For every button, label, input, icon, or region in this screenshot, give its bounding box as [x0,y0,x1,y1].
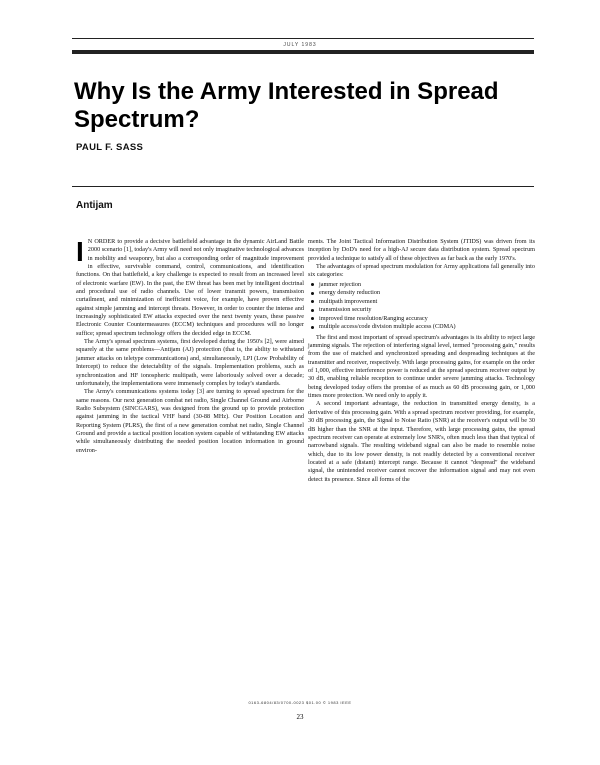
list-item: multiple access/code division multiple access (CDMA) [310,323,535,332]
paragraph-history: The Army's spread spectrum systems, first developed during the 1950's [2], were aimed squarely at the same problems—Antijam (AJ) protection (that is, the ability to withstand jammer attacks on teletype communications) and, simultaneously, LPI (Low Probability of Intercept) to reduce the detectability of the signals. Implementation problems, such as synchronization and HF ionospheric multipath, were laboriously solved over a decade; unfortunately, the implementations were immensely complex by today's standards. [76,338,304,387]
list-item: multipath improvement [310,298,535,307]
paragraph-intro-text: N ORDER to provide a decisive battlefield advantage in the dynamic AirLand Battle 2000 scenario [1], today's Army will need not only imaginative technological advances in mobility and weaponry, but also a corresponding order of magnitude improvement in effective, survivable command, control, communications, and identification functions. On that battlefield, a key challenge is expected to result from an increased level of electronic warfare (EW). In the past, the EW threat has been met by intelligent doctrinal and procedural use of radio channels. Use of lower transmit powers, transmission curtailment, and minimization of inefficient voice, for example, have proven effective against simple jamming and intercept threats. However, in order to counter the intense and increasingly sophisticated EW attacks expected over the next twenty years, these passive Electronic Counter Countermeasures (ECCM) techniques and procedures will no longer suffice; spread spectrum technology offers the decided edge in ECCM. [76,238,304,337]
running-header: JULY 1983 [283,42,317,48]
list-item: jammer rejection [310,281,535,290]
article-author: PAUL F. SASS [76,142,144,153]
list-item: improved time resolution/Ranging accuracy [310,315,535,324]
left-column [76,238,304,455]
top-rule-thick [72,50,534,54]
copyright-line: 0163-6804/83/0700-0023 $01.00 © 1983 IEEE [248,700,352,705]
section-heading: Antijam [76,200,113,211]
paragraph-systems: The Army's communications systems today [3] are turning to spread spectrum for the same reasons. Our next generation combat net radio, Single Channel Ground and Airborne Radio Subsystem (SINCGARS), was designed from the ground up to provide protection against jamming in the tactical VHF band (30-88 MHz). Our Position Location and Reporting System (PLRS), the first of a new generation combat net radio, Single Channel Ground and provide a tactical position location system capable of withstanding EW attacks while simultaneously distributing the needed position location information in ground environ- [76,388,304,454]
top-rule-thin [72,38,534,39]
right-column [308,238,535,484]
list-item: energy density reduction [310,289,535,298]
paragraph-energy-density: A second important advantage, the reduction in transmitted energy density, is a derivative of this processing gain. With a spread spectrum receiver providing, for example, 30 dB processing gain, the Signal to Noise Ratio (SNR) at the receiver's output will be 30 dB higher than the SNR at the input. Therefore, with large processing gains, the spread spectrum receiver can operate at extremely low SNR's, often much less than that typical of narrowband signals. The resulting wideband signal can also be made to resemble noise which, due to its low power density, is not readily detected by a conventional receiver located at a safe (distant) intercept range. Because it cannot "despread" the wideband signal, the unintended receiver cannot recover the information signal and may not even detect its presence. Since all forms of the [308,400,535,483]
section-rule [72,186,534,187]
article-title: Why Is the Army Interested in Spread Spectrum? [74,78,499,133]
paragraph-processing-gain: The first and most important of spread spectrum's advantages is its ability to reject large jamming signals. The rejection of interfering signal level, termed "processing gain," results from the use of matched and synchronized spreading and despreading techniques at the transmitter and receiver, respectively. With large processing gains, for example on the order of 1,000, effective interference power is reduced at the spread spectrum receiver output by 30 dB, enabling reliable reception to continue under severe jamming attacks. Technology being developed today offers the promise of as much as 60 dB processing gain, or 1,000 times more protection. We need only to apply it. [308,333,535,400]
paragraph-jtids: ments. The Joint Tactical Information Distribution System (JTIDS) was driven from its inception by DoD's need for a high-AJ secure data distribution system. Spread spectrum provided a technique to satisfy all of these objectives as far back as the early 1970's. [308,238,535,262]
paragraph-advantages-intro: The advantages of spread spectrum modulation for Army applications fall generally into six categories: [308,263,535,279]
page-number: 23 [296,713,304,721]
list-item: transmission security [310,306,535,315]
paragraph-intro [76,238,304,338]
advantages-list [310,281,535,332]
drop-cap: I [76,236,84,267]
